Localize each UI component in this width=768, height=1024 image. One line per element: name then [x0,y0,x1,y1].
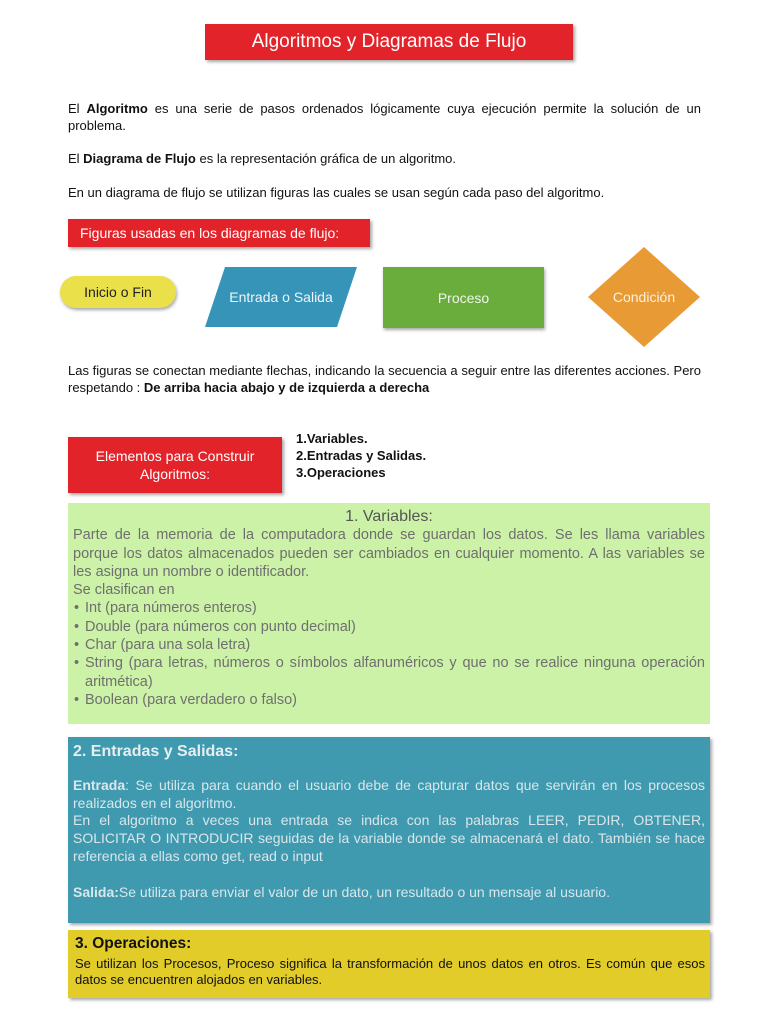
variables-title: 1. Variables: [345,508,433,525]
list-item: 2.Entradas y Salidas. [296,448,427,463]
variables-description: Parte de la memoria de la computadora donde se guardan los datos. Se les llama variables porque los datos almacenados pueden ser cambiados en cualquier momento. A las variables se les asigna un nombre o identificador. [73,527,705,580]
start-end-shape [60,276,176,308]
page-title: Algoritmos y Diagramas de Flujo [205,24,573,60]
entrada-paragraph: Entrada: Se utiliza para cuando el usuario debe de capturar datos que servirán en los procesos realizados en el algoritmo. [73,776,705,811]
operations-text: Se utilizan los Procesos, Proceso significa la transformación de unos datos en otros. Es común que esos datos se encuentren alojados en variables. [75,955,705,987]
entrada-extra: En el algoritmo a veces una entrada se indica con las palabras LEER, PEDIR, OBTENER, SOLICITAR O INTRODUCIR seguidas de la variable donde se almacenará el dato. También se hace referencia a ellas como get, read o input [73,812,705,864]
list-item: • Char (para una sola letra) [73,636,705,654]
connection-text: Las figuras se conectan mediante flechas, indicando la secuencia a seguir entre las diferentes acciones. Pero respetando : De arriba hacia abajo y de izquierda a derecha [68,363,701,395]
list-item: • Int (para números enteros) [73,599,705,617]
list-item: 3.Operaciones [296,465,386,480]
operations-section [68,930,710,998]
condition-shape [588,247,700,347]
algorithm-definition: El Algoritmo es una serie de pasos ordenados lógicamente cuya ejecución permite la solución de un problema. [68,101,701,133]
figures-intro: En un diagrama de flujo se utilizan figuras las cuales se usan según cada paso del algoritmo. [68,185,605,200]
elements-box: Elementos para Construir Algoritmos: [68,437,282,493]
variables-section [68,503,710,724]
list-item: • Boolean (para verdadero o falso) [73,691,705,709]
input-output-label: Entrada o Salida [229,289,333,305]
io-section [68,737,710,923]
process-shape [383,267,544,328]
operations-title: 3. Operaciones: [75,935,192,952]
list-item: • Double (para números con punto decimal) [73,618,705,636]
input-output-shape [205,267,357,327]
variable-types-list [73,599,705,709]
start-end-label: Inicio o Fin [84,284,152,300]
salida-paragraph: Salida:Se utiliza para enviar el valor de un dato, un resultado o un mensaje al usuario. [73,883,610,900]
elements-list [296,430,426,481]
io-title: 2. Entradas y Salidas: [73,743,239,760]
variables-classify: Se clasifican en [73,582,175,599]
process-label: Proceso [437,289,490,306]
figures-header: Figuras usadas en los diagramas de flujo: [68,219,370,247]
condition-label: Condición [612,289,676,305]
flowchart-definition: El Diagrama de Flujo es la representación gráfica de un algoritmo. [68,151,457,166]
list-item: 1.Variables. [296,431,368,446]
list-item: • String (para letras, números o símbolos alfanuméricos y que no se realice ninguna operación aritmética) [73,654,705,691]
